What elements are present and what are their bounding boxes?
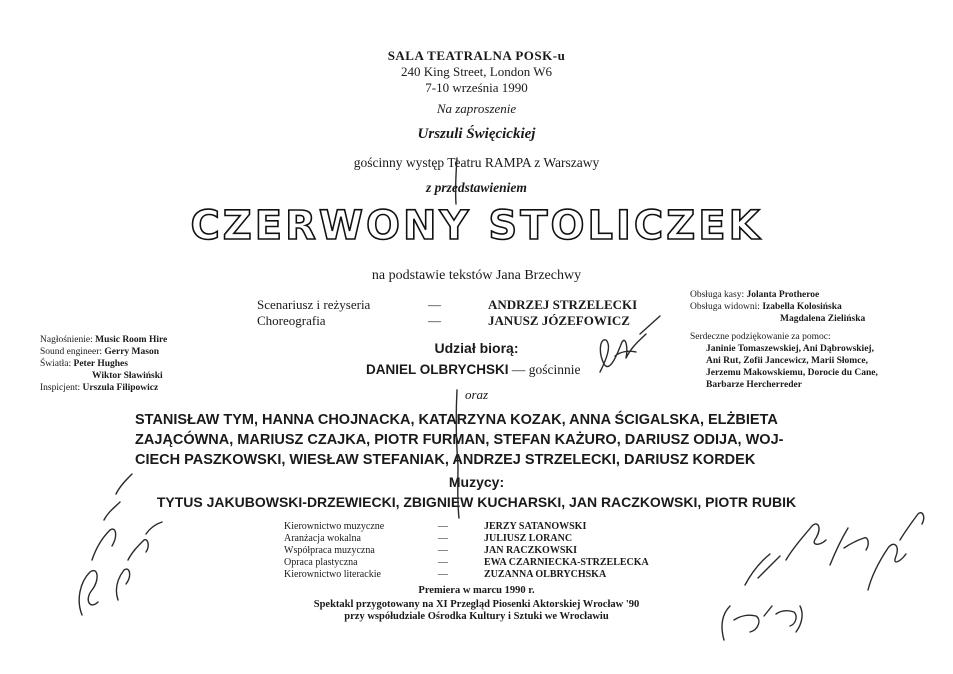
credit-dash: — bbox=[428, 313, 441, 328]
credit-dash: — bbox=[428, 297, 441, 312]
autograph-stroke bbox=[79, 474, 132, 615]
dash-cell: — bbox=[438, 557, 448, 568]
credit-label: Światła: bbox=[40, 359, 72, 369]
note-stroke bbox=[868, 513, 924, 590]
cast-heading: Udział biorą: bbox=[434, 340, 519, 356]
signature-stroke bbox=[600, 334, 646, 372]
credit-value: Wiktor Sławiński bbox=[92, 371, 163, 381]
invitation-text: Na zaproszenie bbox=[436, 101, 517, 116]
credit-label: Inspicjent: bbox=[40, 383, 81, 393]
note-stroke bbox=[830, 528, 868, 565]
name-cell: JAN RACZKOWSKI bbox=[484, 545, 578, 556]
show-title: CZERWONY STOLICZEK bbox=[190, 203, 763, 249]
musicians-heading: Muzycy: bbox=[448, 474, 505, 490]
star-name: DANIEL OLBRYCHSKI bbox=[366, 362, 509, 377]
name-cell: JULIUSZ LORANC bbox=[484, 533, 573, 544]
credit-value: Peter Hughes bbox=[73, 359, 128, 369]
name-cell: JERZY SATANOWSKI bbox=[484, 521, 587, 532]
musicians-list: TYTUS JAKUBOWSKI-DRZEWIECKI, ZBIGNIEW KUCHARSKI, JAN RACZKOWSKI, PIOTR RUBIK bbox=[156, 494, 797, 510]
credit-value: Izabella Kolosińska bbox=[762, 302, 842, 312]
credit-value: Music Room Hire bbox=[95, 335, 168, 345]
pen-stroke bbox=[456, 390, 459, 518]
dash-cell: — bbox=[438, 545, 448, 556]
cast-line: STANISŁAW TYM, HANNA CHOJNACKA, KATARZYNA KOZAK, ANNA ŚCIGALSKA, ELŻBIETA bbox=[135, 412, 778, 428]
dash-cell: — bbox=[438, 533, 448, 544]
credit-name: JANUSZ JÓZEFOWICZ bbox=[488, 313, 630, 328]
autograph-stroke bbox=[116, 522, 162, 600]
credit-label: Sound engineer: bbox=[40, 347, 103, 357]
star-suffix: — gościnnie bbox=[511, 362, 581, 377]
guest-performance-line: gościnny występ Teatru RAMPA z Warszawy bbox=[353, 155, 600, 170]
credit-label: Nagłośnienie: bbox=[40, 335, 93, 345]
event-dates: 7-10 września 1990 bbox=[425, 80, 528, 95]
with-show-line: z przedstawieniem bbox=[426, 180, 527, 195]
host-name: Urszuli Święcickiej bbox=[417, 126, 536, 142]
name-cell: EWA CZARNIECKA-STRZELECKA bbox=[484, 557, 649, 568]
credit-role: Scenariusz i reżyseria bbox=[257, 297, 371, 312]
name-cell: ZUZANNA OLBRYCHSKA bbox=[484, 569, 607, 580]
role-cell: Aranżacja wokalna bbox=[284, 533, 361, 544]
signature-stroke bbox=[640, 316, 660, 334]
premiere-line: Premiera w marcu 1990 r. bbox=[418, 585, 535, 596]
credit-label: Obsługa widowni: bbox=[690, 302, 760, 312]
role-cell: Kierownictwo literackie bbox=[284, 569, 381, 580]
credit-value: Jolanta Protheroe bbox=[746, 290, 820, 300]
thanks-line: Jerzemu Makowskiemu, Dorocie du Cane, bbox=[706, 368, 878, 378]
dash-cell: — bbox=[438, 569, 448, 580]
footer-line: Spektakl przygotowany na XI Przegląd Piosenki Aktorskiej Wrocław '90 bbox=[313, 599, 640, 610]
note-stroke bbox=[745, 524, 826, 585]
pen-stroke bbox=[456, 158, 457, 204]
role-cell: Kierownictwo muzyczne bbox=[284, 521, 385, 532]
credit-label: Obsługa kasy: bbox=[690, 290, 745, 300]
credit-value: Urszula Filipowicz bbox=[82, 383, 159, 393]
venue-name: SALA TEATRALNA POSK-u bbox=[387, 48, 566, 63]
based-on-line: na podstawie tekstów Jana Brzechwy bbox=[371, 268, 582, 283]
credit-role: Choreografia bbox=[257, 313, 326, 328]
dash-cell: — bbox=[438, 521, 448, 532]
thanks-line: Ani Rut, Zofii Jancewicz, Marii Słomce, bbox=[706, 356, 869, 366]
credit-name: ANDRZEJ STRZELECKI bbox=[488, 297, 638, 312]
credit-value: Gerry Mason bbox=[104, 347, 160, 357]
role-cell: Współpraca muzyczna bbox=[284, 545, 375, 556]
credit-value: Magdalena Zielińska bbox=[780, 314, 866, 324]
oraz-text: oraz bbox=[464, 387, 489, 402]
thanks-line: Janinie Tomaszewskiej, Ani Dąbrowskiej, bbox=[706, 344, 874, 354]
role-cell: Opraca plastyczna bbox=[284, 557, 358, 568]
cast-line: CIECH PASZKOWSKI, WIESŁAW STEFANIAK, ANDRZEJ STRZELECKI, DARIUSZ KORDEK bbox=[135, 452, 756, 468]
thanks-line: Barbarze Hercherreder bbox=[706, 380, 802, 390]
footer-line: przy współudziale Ośrodka Kultury i Sztuki we Wrocławiu bbox=[344, 611, 609, 622]
venue-address: 240 King Street, London W6 bbox=[400, 64, 553, 79]
cast-line: ZAJĄCÓWNA, MARIUSZ CZAJKA, PIOTR FURMAN, STEFAN KAŻURO, DARIUSZ ODIJA, WOJ- bbox=[135, 432, 784, 448]
note-stroke bbox=[722, 606, 802, 640]
thanks-label: Serdeczne podziękowanie za pomoc: bbox=[690, 332, 831, 342]
